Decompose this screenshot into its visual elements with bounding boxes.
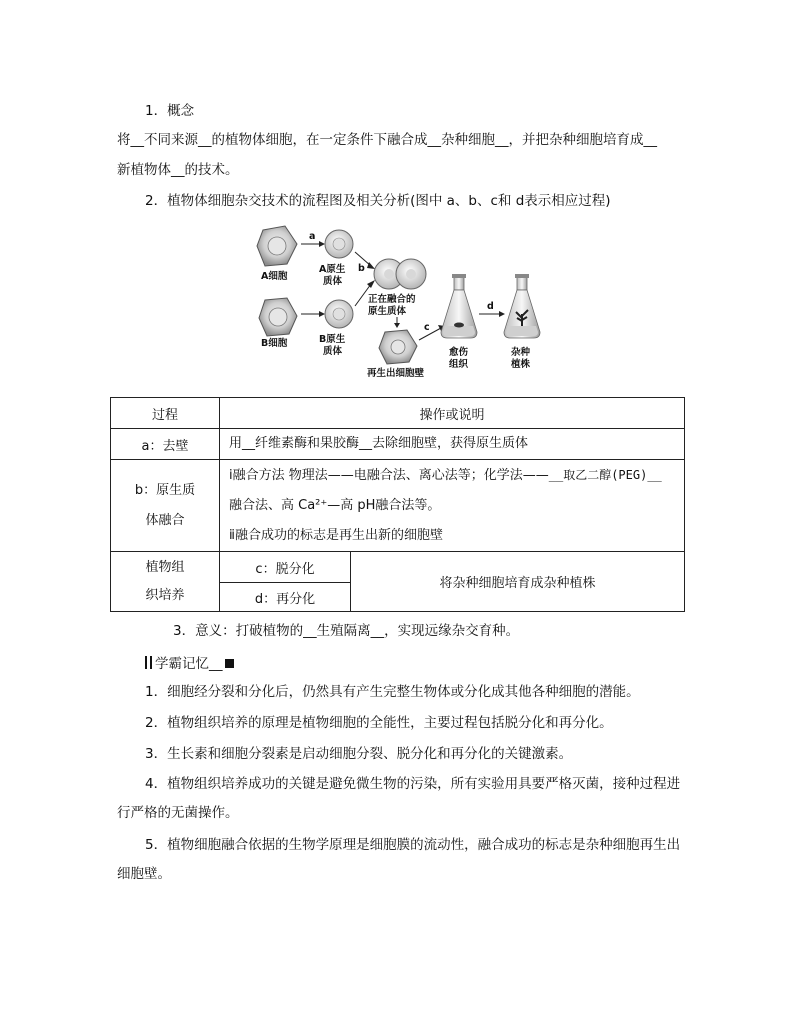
row-a-description <box>229 429 679 459</box>
regenerated-cell-icon <box>379 330 417 364</box>
answer-blank: __取乙二醇(PEG)__ <box>548 468 662 482</box>
hybrid-label-1: 杂种 <box>511 347 531 358</box>
callus-label-1: 愈伤 <box>449 347 469 358</box>
fusing-label-1: 正在融合的 <box>368 294 416 305</box>
protoplast-a-label-2: 质体 <box>323 276 343 287</box>
fusion-methods-line-2: 融合法、高 Ca²⁺—高 pH融合法等。 <box>229 498 441 513</box>
memo-item: 4．植物组织培养成功的关键是避免微生物的污染，所有实验用具要严格灭菌，接种过程进 <box>145 776 681 792</box>
regen-label: 再生出细胞壁 <box>367 368 425 379</box>
process-table <box>110 397 685 612</box>
cell-a-icon <box>257 226 297 266</box>
row-b-label-1: b：原生质 <box>134 482 196 498</box>
concept-line-1 <box>117 130 657 150</box>
text: 去除细胞壁，获得原生质体 <box>372 436 529 451</box>
hybrid-plant-flask-icon <box>504 274 540 338</box>
step-a-label: a <box>309 231 316 242</box>
memo-item-cont: 行严格的无菌操作。 <box>117 805 239 821</box>
protoplast-b-label-1: B原生 <box>319 334 346 345</box>
text: 的植物体细胞，在一定条件下融合成 <box>211 132 428 148</box>
protoplast-b-icon <box>325 300 353 328</box>
bar-icon <box>150 656 152 669</box>
text: 的技术。 <box>184 162 239 178</box>
cell-b-icon <box>259 298 297 336</box>
row-b-label-2: 体融合 <box>145 512 185 528</box>
text: 3．意义：打破植物的 <box>173 623 304 639</box>
fusion-success-sign: ⅱ融合成功的标志是再生出新的细胞壁 <box>229 528 443 543</box>
memo-item: 2．植物组织培养的原理是植物细胞的全能性，主要过程包括脱分化和再分化。 <box>145 715 613 731</box>
answer-blank: __纤维素酶和果胶酶__ <box>242 436 373 451</box>
cell-a-label: A细胞 <box>261 271 288 282</box>
fusing-label-2: 原生质体 <box>368 306 407 317</box>
answer-blank: __不同来源__ <box>130 132 212 148</box>
memo-item-cont: 细胞壁。 <box>117 866 171 882</box>
text: ，实现远缘杂交育种。 <box>384 623 520 639</box>
hybrid-label-2: 植株 <box>511 359 531 370</box>
section-heading-concept: 1．概念 <box>145 103 195 119</box>
row-d-label: d：再分化 <box>254 591 316 607</box>
header-process: 过程 <box>151 407 178 423</box>
row-b-description <box>229 460 681 551</box>
protoplast-a-icon <box>325 230 353 258</box>
memo-title: 学霸记忆__ <box>155 656 223 672</box>
fusion-methods-line-1 <box>229 460 681 491</box>
callus-label-2: 组织 <box>449 359 469 370</box>
cell-hybridization-diagram <box>255 222 545 380</box>
header-description: 操作或说明 <box>419 407 485 423</box>
protoplast-b-label-2: 质体 <box>323 346 343 357</box>
square-icon <box>225 659 234 668</box>
cell-b-label: B细胞 <box>261 338 288 349</box>
significance-line <box>173 621 519 641</box>
bar-icon <box>145 656 147 669</box>
row-cd-description: 将杂种细胞培育成杂种植株 <box>439 576 596 591</box>
memo-item: 1．细胞经分裂和分化后，仍然具有产生完整生物体或分化成其他各种细胞的潜能。 <box>145 684 640 700</box>
step-b-label: b <box>358 263 365 274</box>
step-c-label: c <box>424 322 430 333</box>
protoplast-a-label-1: A原生 <box>319 264 346 275</box>
answer-blank: 新植物体__ <box>117 162 185 178</box>
text: 用 <box>229 436 243 451</box>
row-plant-label-1: 植物组 <box>145 559 185 575</box>
fusing-protoplast-icon <box>374 259 426 289</box>
callus-flask-icon <box>441 274 477 338</box>
text: ⅰ融合方法 物理法——电融合法、离心法等；化学法—— <box>229 468 549 483</box>
row-plant-label-2: 织培养 <box>145 587 185 603</box>
step-d-label: d <box>487 301 494 312</box>
row-plant-label <box>111 552 219 611</box>
memo-item: 3．生长素和细胞分裂素是启动细胞分裂、脱分化和再分化的关键激素。 <box>145 746 573 762</box>
memo-item: 5．植物细胞融合依据的生物学原理是细胞膜的流动性，融合成功的标志是杂种细胞再生出 <box>145 837 681 853</box>
row-b-label <box>111 460 219 551</box>
section-heading-flow: 2．植物体细胞杂交技术的流程图及相关分析(图中 a、b、c和 d表示相应过程) <box>145 193 611 209</box>
text: ，并把杂种细胞培育成__ <box>508 132 657 148</box>
text: 将 <box>117 132 131 148</box>
answer-blank: __生殖隔离__ <box>303 623 385 639</box>
row-c-label: c：脱分化 <box>255 561 315 577</box>
row-a-label: a：去壁 <box>141 438 189 454</box>
memo-heading <box>145 652 234 672</box>
answer-blank: __杂种细胞__ <box>427 132 509 148</box>
concept-line-2 <box>117 160 239 180</box>
